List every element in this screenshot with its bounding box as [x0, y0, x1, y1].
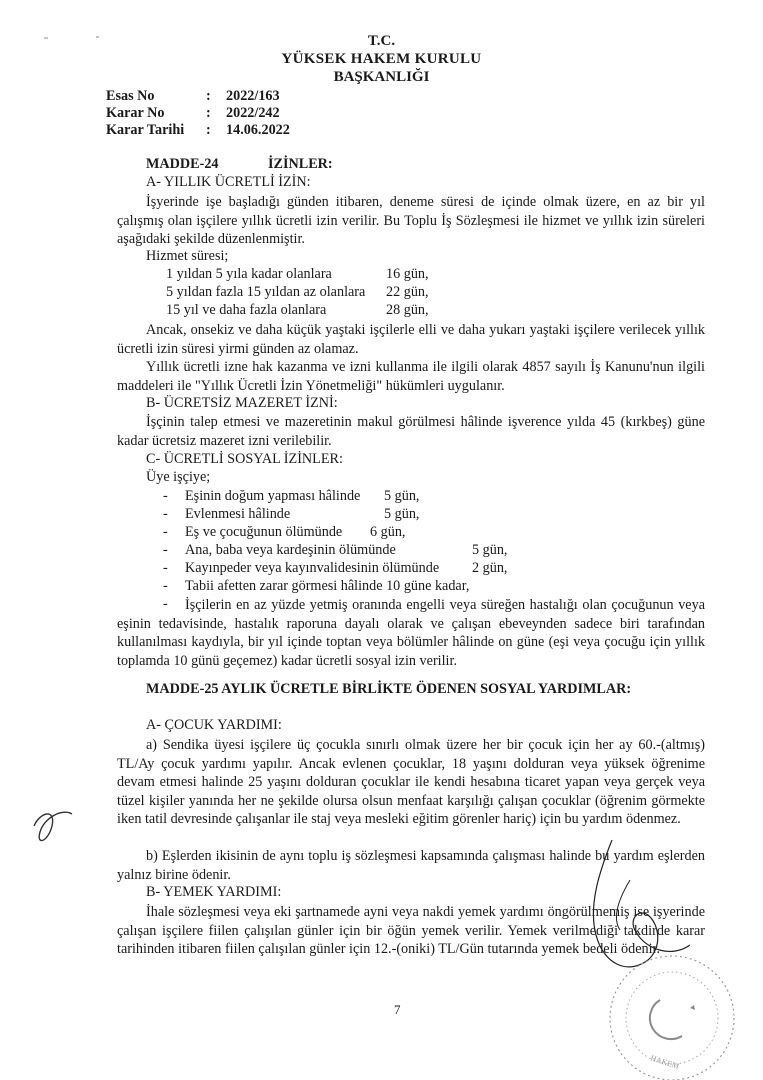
hizmet-suresi-label: Hizmet süresi; [146, 248, 229, 264]
sosyal-izin-item [163, 524, 342, 541]
karar-sep: : [206, 105, 211, 121]
sosyal-izin-value: 5 gün, [384, 488, 420, 504]
yillik-izin-title: A- YILLIK ÜCRETLİ İZİN: [146, 174, 311, 190]
sosyal-izin-label: Eş ve çocuğunun ölümünde [185, 524, 343, 540]
sosyal-izin-label: Evlenmesi hâlinde [185, 506, 291, 522]
hizmet-row-label: 5 yıldan fazla 15 yıldan az olanlara [166, 284, 366, 300]
yillik-izin-paragraph-1: İşyerinde işe başladığı günden itibaren, deneme süresi de içinde olmak üzere, en az bir yıl çalışmış olan işçilere yıllık ücretli izin verilir. Bu Toplu İş Sözleşmesi ile hizmet ve yıllık izin süreleri aşağıdaki şekilde düzenlenmiştir. [117, 194, 705, 247]
dash-mark: - [163, 506, 168, 522]
sosyal-izin-item [163, 578, 469, 595]
header-tc: T.C. [367, 33, 396, 49]
yillik-izin-paragraph-3: Yıllık ücretli izne hak kazanma ve izni kullanma ile ilgili olarak 4857 sayılı İş Kanunu'nun ilgili maddeleri ile "Yıllık Ücretli İzin Yönetmeliği" hükümleri uygulanır. [117, 359, 705, 394]
sosyal-izin-value: 2 gün, [472, 560, 508, 576]
yemek-yardimi-title: B- YEMEK YARDIMI: [146, 884, 282, 900]
sosyal-izin-value: 6 gün, [370, 524, 406, 540]
dash-mark: - [163, 596, 168, 612]
mazeret-izni-title: B- ÜCRETSİZ MAZERET İZNİ: [146, 395, 338, 411]
dash-mark: - [163, 488, 168, 504]
sosyal-izin-item [163, 542, 396, 559]
hizmet-row-value: 22 gün, [386, 284, 429, 300]
madde24-title: İZİNLER: [268, 156, 333, 172]
hizmet-row-value: 16 gün, [386, 266, 429, 282]
uye-iscilere-label: Üye işçiye; [146, 469, 211, 485]
sosyal-izinler-title: C- ÜCRETLİ SOSYAL İZİNLER: [146, 451, 343, 467]
dash-mark: - [163, 578, 168, 594]
page-number: 7 [394, 1002, 401, 1017]
header-institution: YÜKSEK HAKEM KURULU [281, 51, 482, 67]
sosyal-izin-item [163, 488, 360, 505]
tarih-label: Karar Tarihi [106, 122, 185, 138]
tarih-sep: : [206, 122, 211, 138]
hizmet-row-value: 28 gün, [386, 302, 429, 318]
sosyal-izin-label: Eşinin doğum yapması hâlinde [185, 488, 361, 504]
sosyal-izin-label: Tabii afetten zarar görmesi hâlinde 10 güne kadar, [185, 578, 470, 594]
sosyal-izin-label: Ana, baba veya kardeşinin ölümünde [185, 542, 396, 558]
esas-value: 2022/163 [226, 88, 280, 104]
sosyal-izin-last-paragraph: İşçilerin en az yüzde yetmiş oranında engelli veya süreğen hastalığı olan çocuğunun veya eşinin tedavisinde, hastalık raporuna dayalı olarak ve çalışan ebeveynden sadece biri tarafından kullanılması kaydıyla, bir yıl içinde toptan veya bölümler hâlinde on güne (eşi veya çocuğu için yıllık toplamda 10 günü geçemez) kadar ücretli sosyal izin verilir. [117, 597, 705, 669]
madde25-heading: MADDE-25 AYLIK ÜCRETLE BİRLİKTE ÖDENEN SOSYAL YARDIMLAR: [146, 681, 632, 697]
hizmet-row-label: 15 yıl ve daha fazla olanlara [166, 302, 327, 318]
esas-label: Esas No [106, 88, 155, 104]
sosyal-izin-value: 5 gün, [472, 542, 508, 558]
yemek-yardimi-paragraph: İhale sözleşmesi veya eki şartnamede ayni veya nakdi yemek yardımı öngörülmemiş ise işyerinde çalışan işçilere fiilen çalışılan günler için bir öğün yemek verilir. Yemek verilmediği takdirde karar tarihinden itibaren fiilen çalışılan günler için 12.-(oniki) TL/Gün tutarında yemek bedeli ödenir. [117, 904, 705, 957]
mazeret-izni-paragraph: İşçinin talep etmesi ve mazeretinin makul görülmesi hâlinde işverence yılda 45 (kırkbeş) güne kadar ücretsiz mazeret izni verilebilir. [117, 414, 705, 449]
sosyal-izin-item [163, 560, 439, 577]
cocuk-yardimi-title: A- ÇOCUK YARDIMI: [146, 717, 282, 733]
sosyal-izin-label: Kayınpeder veya kayınvalidesinin ölümünde [185, 560, 440, 576]
karar-value: 2022/242 [226, 105, 280, 121]
dash-mark: - [163, 560, 168, 576]
cocuk-yardimi-paragraph-a: a) Sendika üyesi işçilere üç çocukla sınırlı olmak üzere her bir çocuk için her ay 60.-(altmış) TL/Ay çocuk yardımı yapılır. Ancak evlenen çocuklar, 18 yaşını dolduran veya yüksek öğrenime devam etmesi halinde 25 yaşını dolduran çocuklar ile kendi hesabına ticaret yapan veya gerçek veya tüzel kişiler yanında her ne şekilde olursa olsun menfaat karşılığı çalışan çocuklar (öğrenim görmekte iken tatil devresinde çalışanlar ile staj veya mesleki eğitim görenler hariç) için bu yardım ödenmez. [117, 737, 705, 827]
svg-text:HAKEM: HAKEM [649, 1053, 681, 1071]
madde24-number: MADDE-24 [146, 156, 219, 172]
dash-mark: - [163, 542, 168, 558]
karar-label: Karar No [106, 105, 165, 121]
dash-mark: - [163, 524, 168, 540]
yillik-izin-paragraph-2: Ancak, onsekiz ve daha küçük yaştaki işçilerle elli ve daha yukarı yaştaki işçilere verilecek yıllık ücretli izin süresi yirmi günden az olamaz. [117, 322, 705, 357]
tarih-value: 14.06.2022 [226, 122, 290, 138]
esas-sep: : [206, 88, 211, 104]
sosyal-izin-value: 5 gün, [384, 506, 420, 522]
hizmet-row-label: 1 yıldan 5 yıla kadar olanlara [166, 266, 332, 282]
cocuk-yardimi-paragraph-b: b) Eşlerden ikisinin de aynı toplu iş sözleşmesi kapsamında çalışması halinde bu yardım eşlerden yalnız birine ödenir. [117, 848, 705, 883]
sosyal-izin-item [163, 506, 290, 523]
header-presidency: BAŞKANLIĞI [333, 69, 430, 85]
